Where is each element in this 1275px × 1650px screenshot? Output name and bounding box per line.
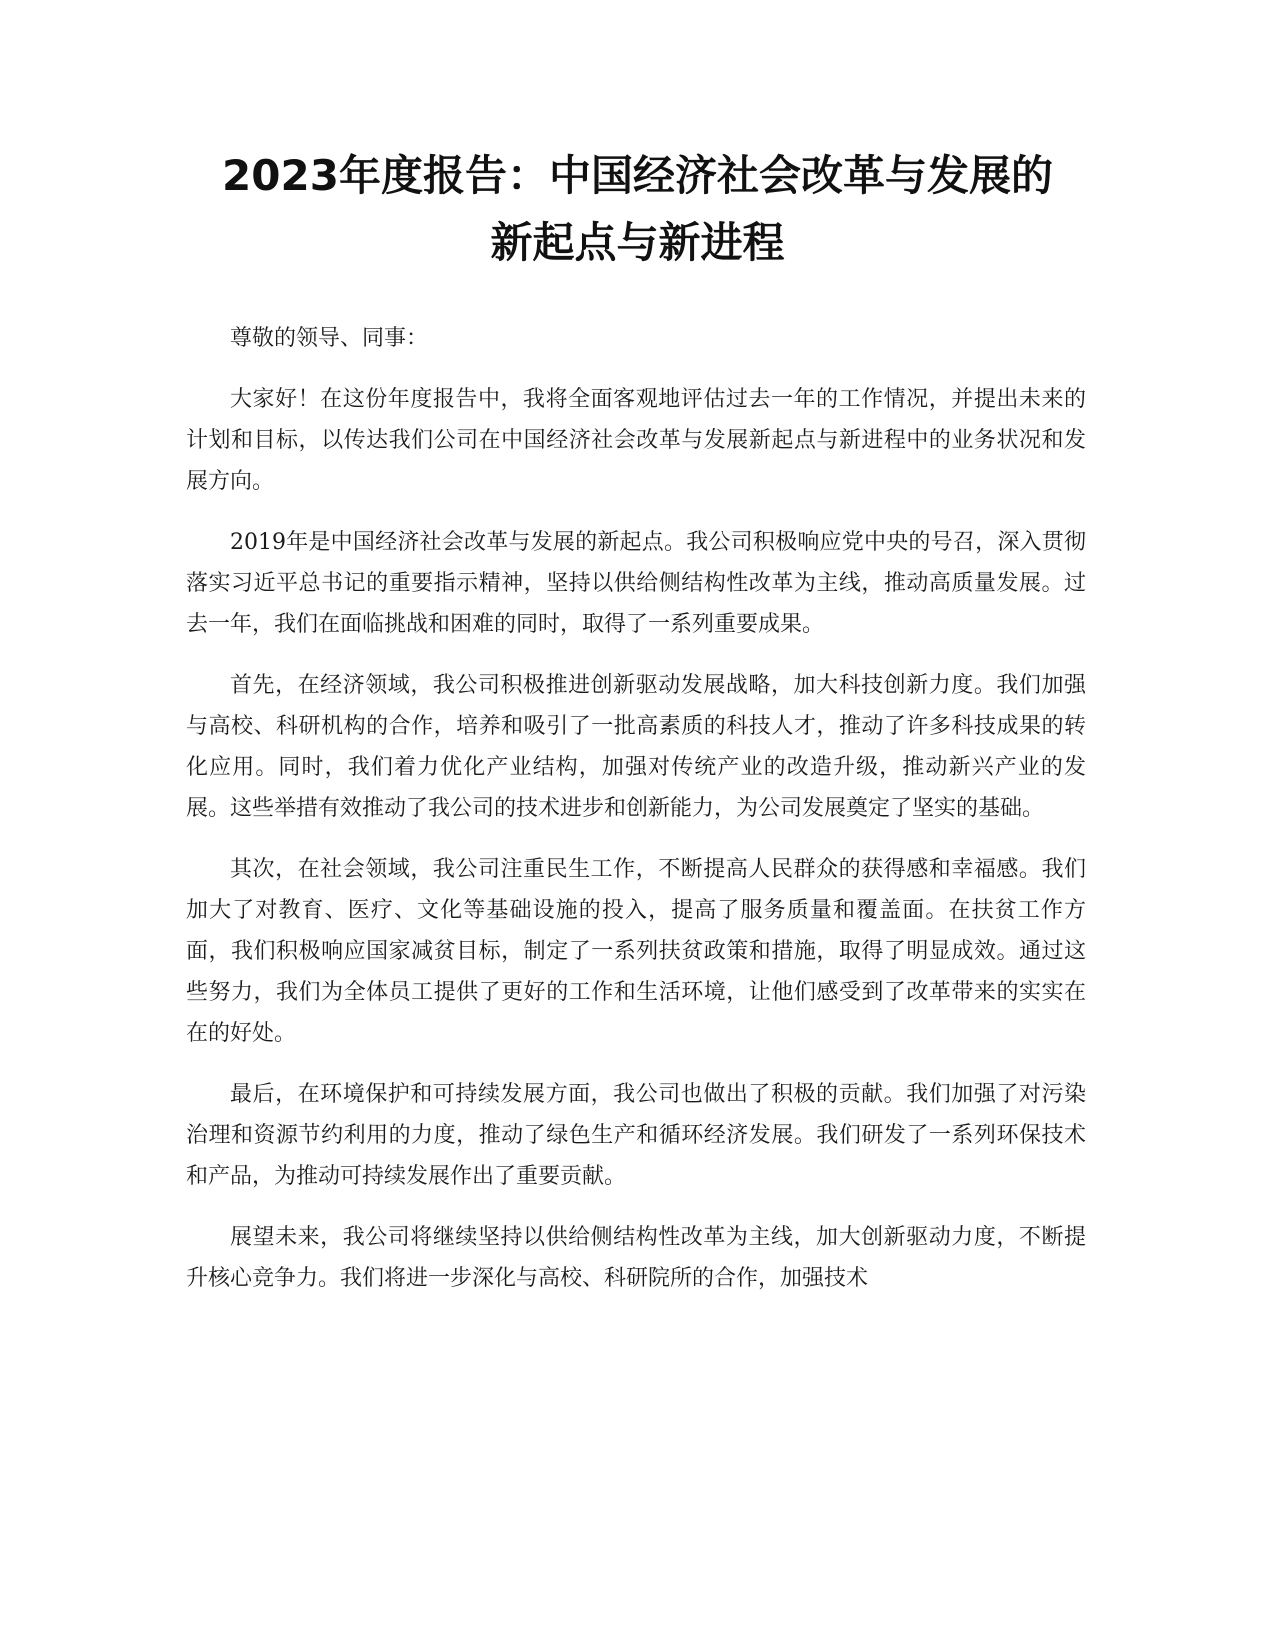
paragraph-economy: 首先，在经济领域，我公司积极推进创新驱动发展战略，加大科技创新力度。我们加强与高校、科研机构的合作，培养和吸引了一批高素质的科技人才，推动了许多科技成果的转化应用。同时，我们着力优化产业结构，加强对传统产业的改造升级，推动新兴产业的发展。这些举措有效推动了我公司的技术进步和创新能力，为公司发展奠定了坚实的基础。 — [186, 673, 1086, 821]
paragraph-society: 其次，在社会领域，我公司注重民生工作，不断提高人民群众的获得感和幸福感。我们加大了对教育、医疗、文化等基础设施的投入，提高了服务质量和覆盖面。在扶贫工作方面，我们积极响应国家减贫目标，制定了一系列扶贫政策和措施，取得了明显成效。通过这些努力，我们为全体员工提供了更好的工作和生活环境，让他们感受到了改革带来的实实在在的好处。 — [186, 857, 1086, 1046]
title-line-2: 新起点与新进程 — [490, 218, 785, 267]
paragraph-intro: 大家好！在这份年度报告中，我将全面客观地评估过去一年的工作情况，并提出未来的计划和目标，以传达我们公司在中国经济社会改革与发展新起点与新进程中的业务状况和发展方向。 — [186, 387, 1086, 494]
paragraph-2019: 2019年是中国经济社会改革与发展的新起点。我公司积极响应党中央的号召，深入贯彻落实习近平总书记的重要指示精神，坚持以供给侧结构性改革为主线，推动高质量发展。过去一年，我们在面临挑战和困难的同时，取得了一系列重要成果。 — [186, 530, 1086, 637]
document-title — [150, 142, 1125, 276]
paragraph-outlook: 展望未来，我公司将继续坚持以供给侧结构性改革为主线，加大创新驱动力度，不断提升核心竞争力。我们将进一步深化与高校、科研院所的合作，加强技术 — [186, 1225, 1086, 1291]
paragraph-environment: 最后，在环境保护和可持续发展方面，我公司也做出了积极的贡献。我们加强了对污染治理和资源节约利用的力度，推动了绿色生产和循环经济发展。我们研发了一系列环保技术和产品，为推动可持续发展作出了重要贡献。 — [186, 1082, 1086, 1189]
title-line-1: 2023年度报告：中国经济社会改革与发展的 — [222, 151, 1053, 200]
salutation: 尊敬的领导、同事： — [230, 326, 429, 351]
document-body — [186, 318, 1086, 1319]
